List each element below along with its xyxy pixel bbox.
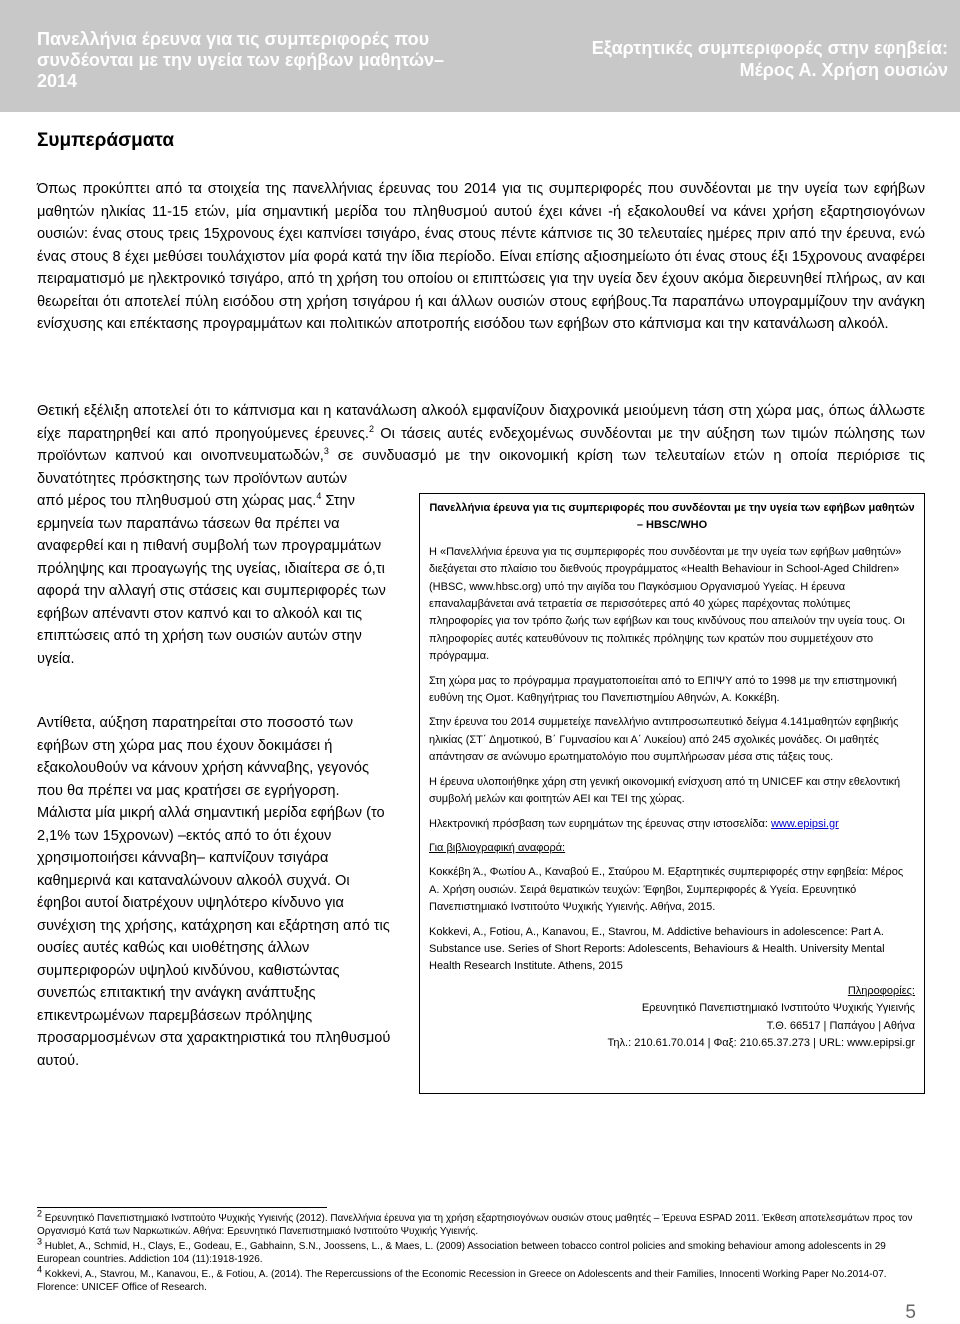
footnote-2 [37, 1208, 925, 1238]
report-title-line1: Εξαρτητικές συμπεριφορές στην εφηβεία: [591, 38, 948, 58]
survey-title: Πανελλήνια έρευνα για τις συμπεριφορές που συνδέονται με την υγεία των εφήβων μαθητών– 2014 [37, 29, 445, 91]
trends-text-3: σε συνδυασμό με την οικονομική κρίση των τελευταίων ετών η οποία περιόρισε τις δυνατότητες πρόσκτησης των προϊόντων αυτών [37, 448, 925, 487]
box-paragraph-access [429, 816, 915, 833]
footnote-number: 3 [37, 1236, 43, 1247]
box-paragraph-about: Η «Πανελλήνια έρευνα για τις συμπεριφορές που συνδέονται με την υγεία των εφήβων μαθητών» διεξάγεται στο πλαίσιο του διεθνούς προγράμματος «Health Behaviour in School-Aged Children» (HBSC, www.hbsc.org) υπό την αιγίδα του Παγκόσμιου Οργανισμού Υγείας. Η έρευνα επαναλαμβάνεται ανά τετραετία σε περισσότερες από 40 χώρες παρέχοντας πολύτιμες πληροφορίες για τον τρόπο ζωής των εφήβων και τους κινδύνους που απειλούν την υγεία τους. Οι πληροφορίες αυτές κατευθύνουν τις πολιτικές πρόληψης των κρατών που συμμετέχουν στο πρόγραμμα. [429, 545, 905, 663]
page-header [0, 0, 960, 112]
box-paragraph-funding: Η έρευνα υλοποιήθηκε χάρη στη γενική οικονομική ενίσχυση από τη UNICEF και στην εθελοντική συμβολή μελών και φοιτητών ΑΕΙ και ΤΕΙ της χώρας. [429, 775, 901, 806]
trends-text-2: Οι τάσεις αυτές ενδεχομένως συνδέονται με την αύξηση των τιμών πώλησης των προϊόντων καπνού και οινοπνευματωδών, [37, 425, 926, 464]
footnote-ref-3[interactable]: 3 [323, 446, 329, 457]
contact-address: Τ.Θ. 66517 | Παπάγου | Αθήνα [766, 1019, 915, 1032]
footnote-3 [37, 1236, 925, 1266]
interpretation-paragraph [37, 490, 397, 670]
citation-heading: Για βιβλιογραφική αναφορά: [429, 841, 566, 854]
trends-text-1: Θετική εξέλιξη αποτελεί ότι το κάπνισμα και η κατανάλωση αλκοόλ εμφανίζουν διαχρονικά μειούμενη τάση στη χώρα μας, όπως άλλωστε είχε παρατηρηθεί και από προηγούμενες έρευνες. [37, 403, 925, 442]
report-title-line2: Μέρος Α. Χρήση ουσιών [739, 60, 948, 80]
box-paragraph-greece: Στη χώρα μας το πρόγραμμα πραγματοποιείται από το ΕΠΙΨΥ από το 1998 με την επιστημονική ευθύνη της Ομοτ. Καθηγήτριας του Πανεπιστημίου Αθηνών, Α. Κοκκέβη. [429, 674, 897, 705]
box-paragraph-sample: Στην έρευνα του 2014 συμμετείχε πανελλήνιο αντιπροσωπευτικό δείγμα 4.141μαθητών εφηβικής ηλικίας (ΣΤ΄ Δημοτικού, Β΄ Γυμνασίου και Α΄ Λυκείου) από 245 σχολικές μονάδες. Οι μαθητές απάντησαν σε ανώνυμο ερωτηματολόγιο που συμπλήρωσαν μέσα στις τάξεις τους. [429, 716, 899, 764]
interpretation-text-1: από μέρος του πληθυσμού στη χώρας μας. [37, 493, 317, 509]
page-number: 5 [905, 1302, 916, 1323]
report-title [528, 37, 948, 81]
footnote-number: 2 [37, 1208, 43, 1219]
intro-paragraph: Όπως προκύπτει από τα στοιχεία της πανελλήνιας έρευνας του 2014 για τις συμπεριφορές που συνδέονται με την υγεία των εφήβων μαθητών ηλικίας 11-15 ετών, μία σημαντική μερίδα του πληθυσμού αυτού έχει κάνει -ή εξακολουθεί να κάνει χρήση εξαρτησιογόνων ουσιών: ένας στους τρεις 15χρονους έχει καπνίσει τσιγάρο, ένας στους πέντε κάπνισε τις 30 τελευταίες ημέρες πριν από την έρευνα, ενώ ένας στους 8 έχει μεθύσει τουλάχιστον μία φορά κατά την ίδια περίοδο. Είναι επίσης αξιοσημείωτο ότι ένας στους έξι 15χρονους αναφέρει πειραματισμό με ηλεκτρονικό τσιγάρο, από τη χρήση του οποίου οι επιπτώσεις για την υγεία δεν έχουν ακόμα διερευνηθεί πλήρως, αν και θεωρείται ότι αποτελεί πύλη εισόδου στη χρήση τσιγάρου ή και άλλων ουσιών στους εφήβους.Τα παραπάνω υπογραμμίζουν την ανάγκη ενίσχυσης και επέκτασης προγραμμάτων και πολιτικών αποτροπής εισόδου των εφήβων στο κάπνισμα και την κατανάλωση αλκοόλ. [37, 181, 925, 332]
footnote-divider [37, 1207, 327, 1208]
contact-phones: Τηλ.: 210.61.70.014 | Φαξ: 210.65.37.273 | URL: www.epipsi.gr [607, 1036, 915, 1049]
hbsc-info-box [419, 493, 925, 1094]
citation-english: Kokkevi, A., Fotiou, A., Kanavou, E., Stavrou, M. Addictive behaviours in adolescence: Part A. Substance use. Series of Short Reports: Adolescents, Behaviours & Health. University Mental Health Research Institute. Athens, 2015 [429, 925, 885, 973]
footnotes [37, 1208, 925, 1298]
footnote-text: Kokkevi, A., Stavrou, M., Kanavou, E., & Fotiou, A. (2014). The Repercussions of the Economic Recession in Greece on Adolescents and their Families, Innocenti Working Paper No.2014-07. Florence: UNICEF Office of Research. [37, 1269, 887, 1293]
interpretation-text-2: Στην ερμηνεία των παραπάνω τάσεων θα πρέπει να αναφερθεί και η πιθανή συμβολή των προγραμμάτων πρόληψης και προαγωγής της υγείας, ιδιαίτερα σε ό,τι αφορά την αλλαγή στις στάσεις και συμπεριφορές των εφήβων απέναντι στον καπνό και το αλκοόλ και τις επιπτώσεις από τη χρήση των ουσιών αυτών στην υγεία. [37, 493, 386, 667]
access-text: Ηλεκτρονική πρόσβαση των ευρημάτων της έρευνας στην ιστοσελίδα: [429, 817, 771, 830]
footnote-ref-4[interactable]: 4 [316, 491, 322, 502]
cannabis-paragraph: Αντίθετα, αύξηση παρατηρείται στο ποσοστό των εφήβων στη χώρα μας που έχουν δοκιμάσει ή εξακολουθούν να κάνουν χρήση κάνναβης, γεγονός που θα πρέπει να μας κρατήσει σε εγρήγορση. Μάλιστα μία μικρή αλλά σημαντική μερίδα εφήβων (το 2,1% των 15χρονων) –εκτός από το ότι έχουν χρησιμοποιήσει κάνναβη– καπνίζουν τσιγάρα καθημερινά και καταναλώνουν αλκοόλ συχνά. Οι έφηβοι αυτοί διατρέχουν υψηλότερο κίνδυνο για συνέχιση της χρήσης, κατάχρηση και εξάρτηση από τις ουσίες αυτές καθώς και υιοθέτησης άλλων συμπεριφορών υψηλού κινδύνου, καθιστώντας συνεπώς επιτακτική την ανάγκη ανάπτυξης επικεντρωμένων παρεμβάσεων πρόληψης προσαρμοσμένων στα χαρακτηριστικά του πληθυσμού αυτού. [37, 715, 391, 1069]
contact-heading: Πληροφορίες: [847, 984, 915, 997]
epipsi-link[interactable]: www.epipsi.gr [770, 817, 839, 830]
footnote-4 [37, 1265, 925, 1294]
footnote-text: Hublet, A., Schmid, H., Clays, E., Godeau, E., Gabhainn, S.N., Joossens, L., & Maes, L. (2009) Association between tobacco control policies and smoking behaviour among adolescents in 29 European countries. Addiction 104 (11):1918-1926. [37, 1241, 886, 1265]
box-title: Πανελλήνια έρευνα για τις συμπεριφορές που συνδέονται με την υγεία των εφήβων μαθητών – HBSC/WHO [429, 502, 915, 532]
section-title: Συμπεράσματα [37, 130, 175, 151]
footnote-ref-2[interactable]: 2 [368, 423, 374, 434]
footnote-number: 4 [37, 1265, 43, 1276]
trends-paragraph [37, 400, 925, 490]
contact-organization: Ερευνητικό Πανεπιστημιακό Ινστιτούτο Ψυχικής Υγιεινής [641, 1002, 915, 1015]
citation-greek: Κοκκέβη Ά., Φωτίου Α., Καναβού Ε., Σταύρου Μ. Εξαρτητικές συμπεριφορές στην εφηβεία: Μέρος Α. Χρήση ουσιών. Σειρά θεματικών τευχών: Έφηβοι, Συμπεριφορές & Υγεία. Ερευνητικό Πανεπιστημιακό Ινστιτούτο Ψυχικής Υγιεινής. Αθήνα, 2015. [429, 866, 904, 914]
footnote-text: Ερευνητικό Πανεπιστημιακό Ινστιτούτο Ψυχικής Υγιεινής (2012). Πανελλήνια έρευνα για τη χρήση εξαρτησιογόνων ουσιών στους μαθητές – Έρευνα ESPAD 2011. Έκθεση αποτελεσμάτων προς τον Οργανισμό Κατά των Ναρκωτικών. Αθήνα: Ερευνητικό Πανεπιστημιακό Ινστιτούτο Ψυχικής Υγιεινής. [37, 1213, 913, 1237]
